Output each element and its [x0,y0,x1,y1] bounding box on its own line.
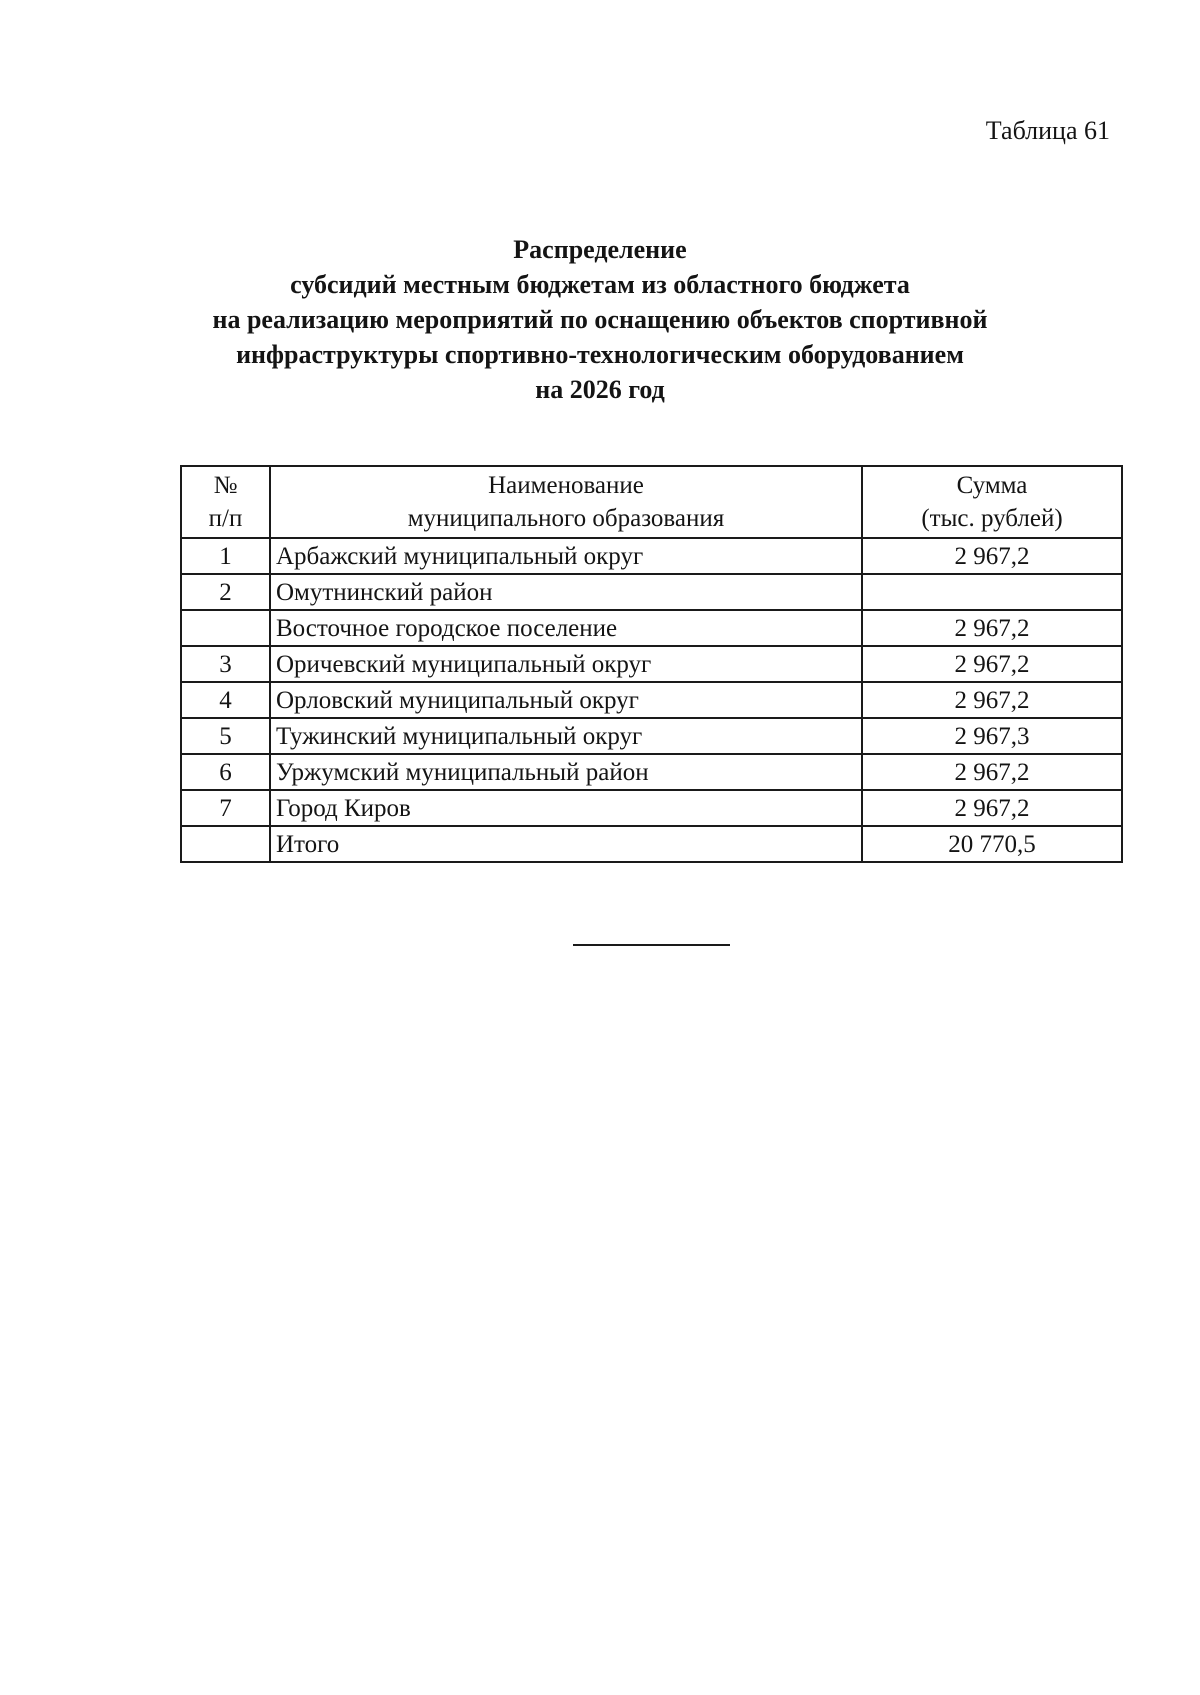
header-amount-line: Сумма [956,472,1028,499]
table-row [181,718,1122,754]
header-amount-line: (тыс. рублей) [921,505,1063,532]
header-number-line: п/п [208,505,243,532]
subsidy-table-container [180,465,1121,863]
row-amount: 2 967,2 [862,538,1122,574]
table-row [181,682,1122,718]
row-number: 4 [181,682,270,718]
total-amount: 20 770,5 [862,826,1122,862]
row-amount: 2 967,3 [862,718,1122,754]
total-label: Итого [270,826,862,862]
row-municipality: Город Киров [270,790,862,826]
row-municipality: Арбажский муниципальный округ [270,538,862,574]
row-number: 2 [181,574,270,610]
table-row [181,574,1122,610]
title-line: на 2026 год [535,375,665,404]
row-municipality: Тужинский муниципальный округ [270,718,862,754]
row-municipality: Уржумский муниципальный район [270,754,862,790]
header-number [181,466,270,538]
row-number: 7 [181,790,270,826]
header-number-line: № [213,472,238,499]
header-municipality-line: Наименование [488,472,644,499]
row-municipality: Орловский муниципальный округ [270,682,862,718]
row-number: 5 [181,718,270,754]
row-number [181,610,270,646]
row-number: 3 [181,646,270,682]
row-amount: 2 967,2 [862,682,1122,718]
row-amount: 2 967,2 [862,790,1122,826]
table-header-row [181,466,1122,538]
table-total-row [181,826,1122,862]
row-municipality: Оричевский муниципальный округ [270,646,862,682]
row-municipality: Восточное городское поселение [270,610,862,646]
header-amount [862,466,1122,538]
table-row [181,754,1122,790]
row-municipality: Омутнинский район [270,574,862,610]
table-row [181,610,1122,646]
row-amount: 2 967,2 [862,610,1122,646]
subsidy-table [180,465,1123,863]
end-of-table-rule [573,944,730,946]
title-line: инфраструктуры спортивно-технологическим оборудованием [236,340,964,369]
title-line: на реализацию мероприятий по оснащению объектов спортивной [212,305,988,334]
document-title [0,232,1200,407]
table-row [181,790,1122,826]
table-number: Таблица 61 [985,116,1110,145]
row-amount: 2 967,2 [862,646,1122,682]
title-line: Распределение [513,235,687,264]
row-amount: 2 967,2 [862,754,1122,790]
row-number: 6 [181,754,270,790]
header-municipality-line: муниципального образования [407,505,725,532]
title-line: субсидий местным бюджетам из областного бюджета [290,270,910,299]
total-number [181,826,270,862]
row-amount [862,574,1122,610]
header-municipality [270,466,862,538]
table-row [181,646,1122,682]
row-number: 1 [181,538,270,574]
table-row [181,538,1122,574]
